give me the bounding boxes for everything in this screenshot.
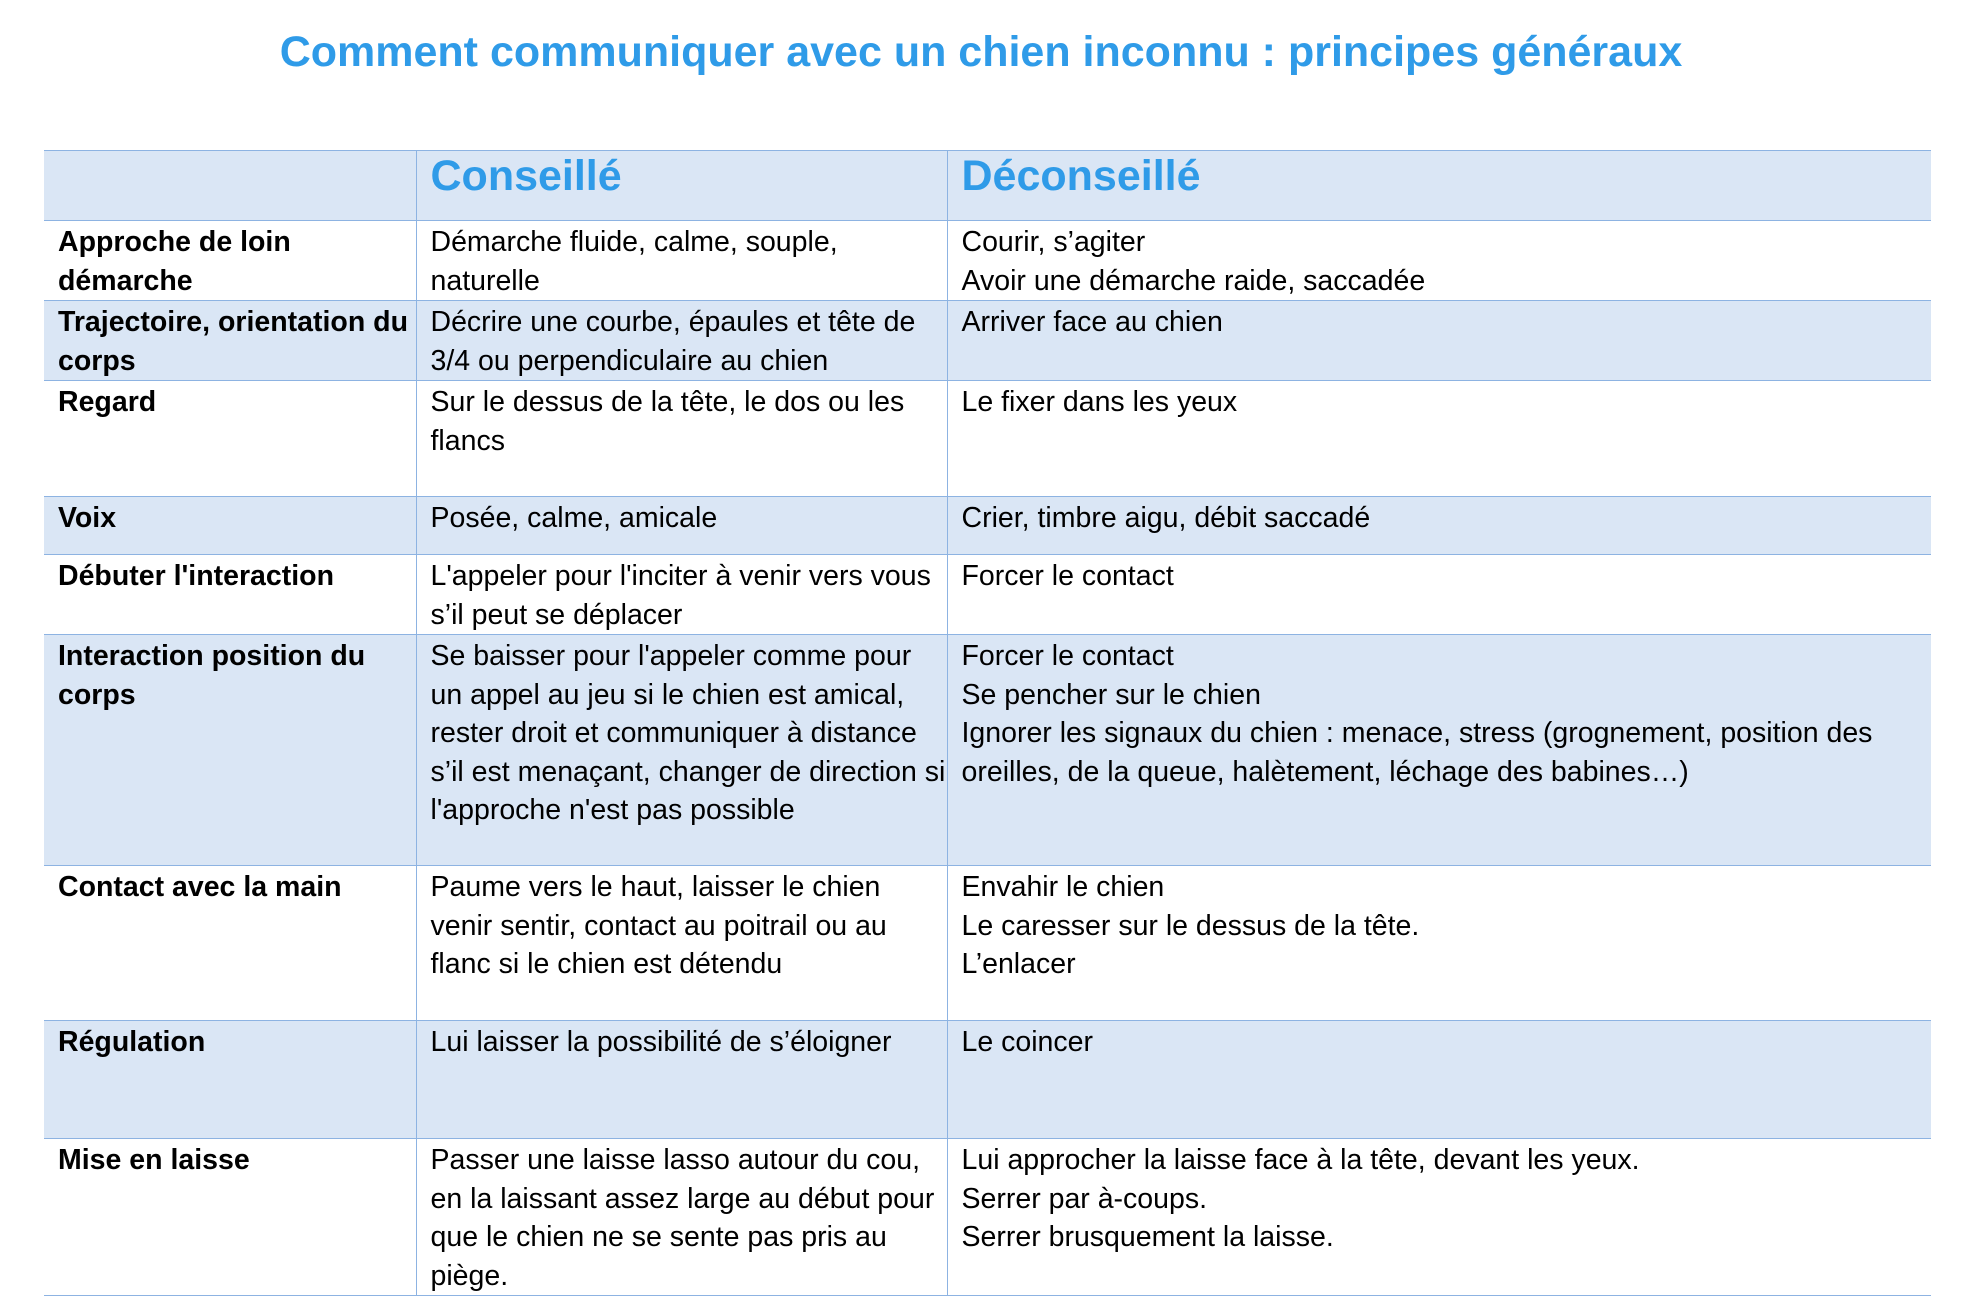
advised-cell [416, 555, 947, 635]
row-label: Regard [44, 381, 416, 497]
row-label: Mise en laisse [44, 1139, 416, 1296]
table-row [44, 497, 1931, 555]
advised-cell [416, 866, 947, 1021]
table-row [44, 1139, 1931, 1296]
page-title: Comment communiquer avec un chien inconnu : principes généraux [279, 28, 1683, 76]
table-row [44, 555, 1931, 635]
advised-text: Posée, calme, amicale [430, 502, 718, 534]
table-row [44, 301, 1931, 381]
advised-text: Passer une laisse lasso autour du cou, en la laissant assez large au début pour que le chien ne se sente pas pris au piège. [430, 1144, 935, 1292]
discouraged-text: Le coincer [961, 1026, 1093, 1058]
discouraged-text: Envahir le chien [961, 871, 1165, 903]
table-row [44, 635, 1931, 866]
discouraged-text: Avoir une démarche raide, saccadée [961, 264, 1426, 297]
discouraged-text: Arriver face au chien [961, 306, 1223, 338]
discouraged-cell [947, 381, 1931, 497]
discouraged-text: L’enlacer [961, 948, 1076, 980]
row-label: Voix [44, 497, 416, 555]
advised-cell [416, 1021, 947, 1139]
table-row [44, 381, 1931, 497]
discouraged-text: Le caresser sur le dessus de la tête. [961, 909, 1420, 942]
discouraged-text: Crier, timbre aigu, débit saccadé [961, 502, 1371, 534]
discouraged-cell [947, 497, 1931, 555]
table-row [44, 221, 1931, 301]
row-label: Contact avec la main [44, 866, 416, 1021]
header-advised: Conseillé [416, 151, 947, 221]
discouraged-text: Serrer par à-coups. [961, 1182, 1208, 1215]
advised-text: Paume vers le haut, laisser le chien venir sentir, contact au poitrail ou au flanc si le chien est détendu [430, 871, 887, 980]
advised-cell [416, 635, 947, 866]
discouraged-text: Ignorer les signaux du chien : menace, stress (grognement, position des oreilles, de la queue, halètement, léchage des babines…) [961, 717, 1873, 788]
advised-cell [416, 497, 947, 555]
table-row [44, 866, 1931, 1021]
row-label: Débuter l'interaction [44, 555, 416, 635]
discouraged-cell [947, 1139, 1931, 1296]
row-label: Interaction position du corps [44, 635, 416, 866]
advised-text: Décrire une courbe, épaules et tête de 3/4 ou perpendiculaire au chien [430, 306, 916, 377]
discouraged-text: Se pencher sur le chien [961, 678, 1261, 711]
advised-text: Lui laisser la possibilité de s’éloigner [430, 1026, 892, 1058]
advised-cell [416, 1139, 947, 1296]
discouraged-cell [947, 1021, 1931, 1139]
advised-text: Sur le dessus de la tête, le dos ou les flancs [430, 386, 905, 457]
advised-cell [416, 301, 947, 381]
advised-text: Démarche fluide, calme, souple, naturelle [430, 226, 838, 297]
discouraged-cell [947, 635, 1931, 866]
header-empty-cell [44, 151, 416, 221]
discouraged-cell [947, 866, 1931, 1021]
discouraged-text: Courir, s’agiter [961, 226, 1146, 258]
header-discouraged: Déconseillé [947, 151, 1931, 221]
discouraged-text: Forcer le contact [961, 560, 1174, 592]
row-label: Approche de loin démarche [44, 221, 416, 301]
advised-cell [416, 381, 947, 497]
table-row [44, 1021, 1931, 1139]
header-row [44, 151, 1931, 221]
discouraged-text: Lui approcher la laisse face à la tête, devant les yeux. [961, 1144, 1640, 1176]
advice-table [44, 150, 1931, 1296]
row-label: Régulation [44, 1021, 416, 1139]
advised-cell [416, 221, 947, 301]
discouraged-text: Le fixer dans les yeux [961, 386, 1238, 418]
advised-text: L'appeler pour l'inciter à venir vers vous s’il peut se déplacer [430, 560, 931, 631]
discouraged-cell [947, 301, 1931, 381]
discouraged-cell [947, 555, 1931, 635]
discouraged-cell [947, 221, 1931, 301]
discouraged-text: Serrer brusquement la laisse. [961, 1221, 1334, 1253]
discouraged-text: Forcer le contact [961, 640, 1174, 672]
advised-text: Se baisser pour l'appeler comme pour un appel au jeu si le chien est amical, rester droit et communiquer à distance s’il est menaçant, changer de direction si l'approche n'est pas possible [430, 640, 946, 826]
row-label: Trajectoire, orientation du corps [44, 301, 416, 381]
